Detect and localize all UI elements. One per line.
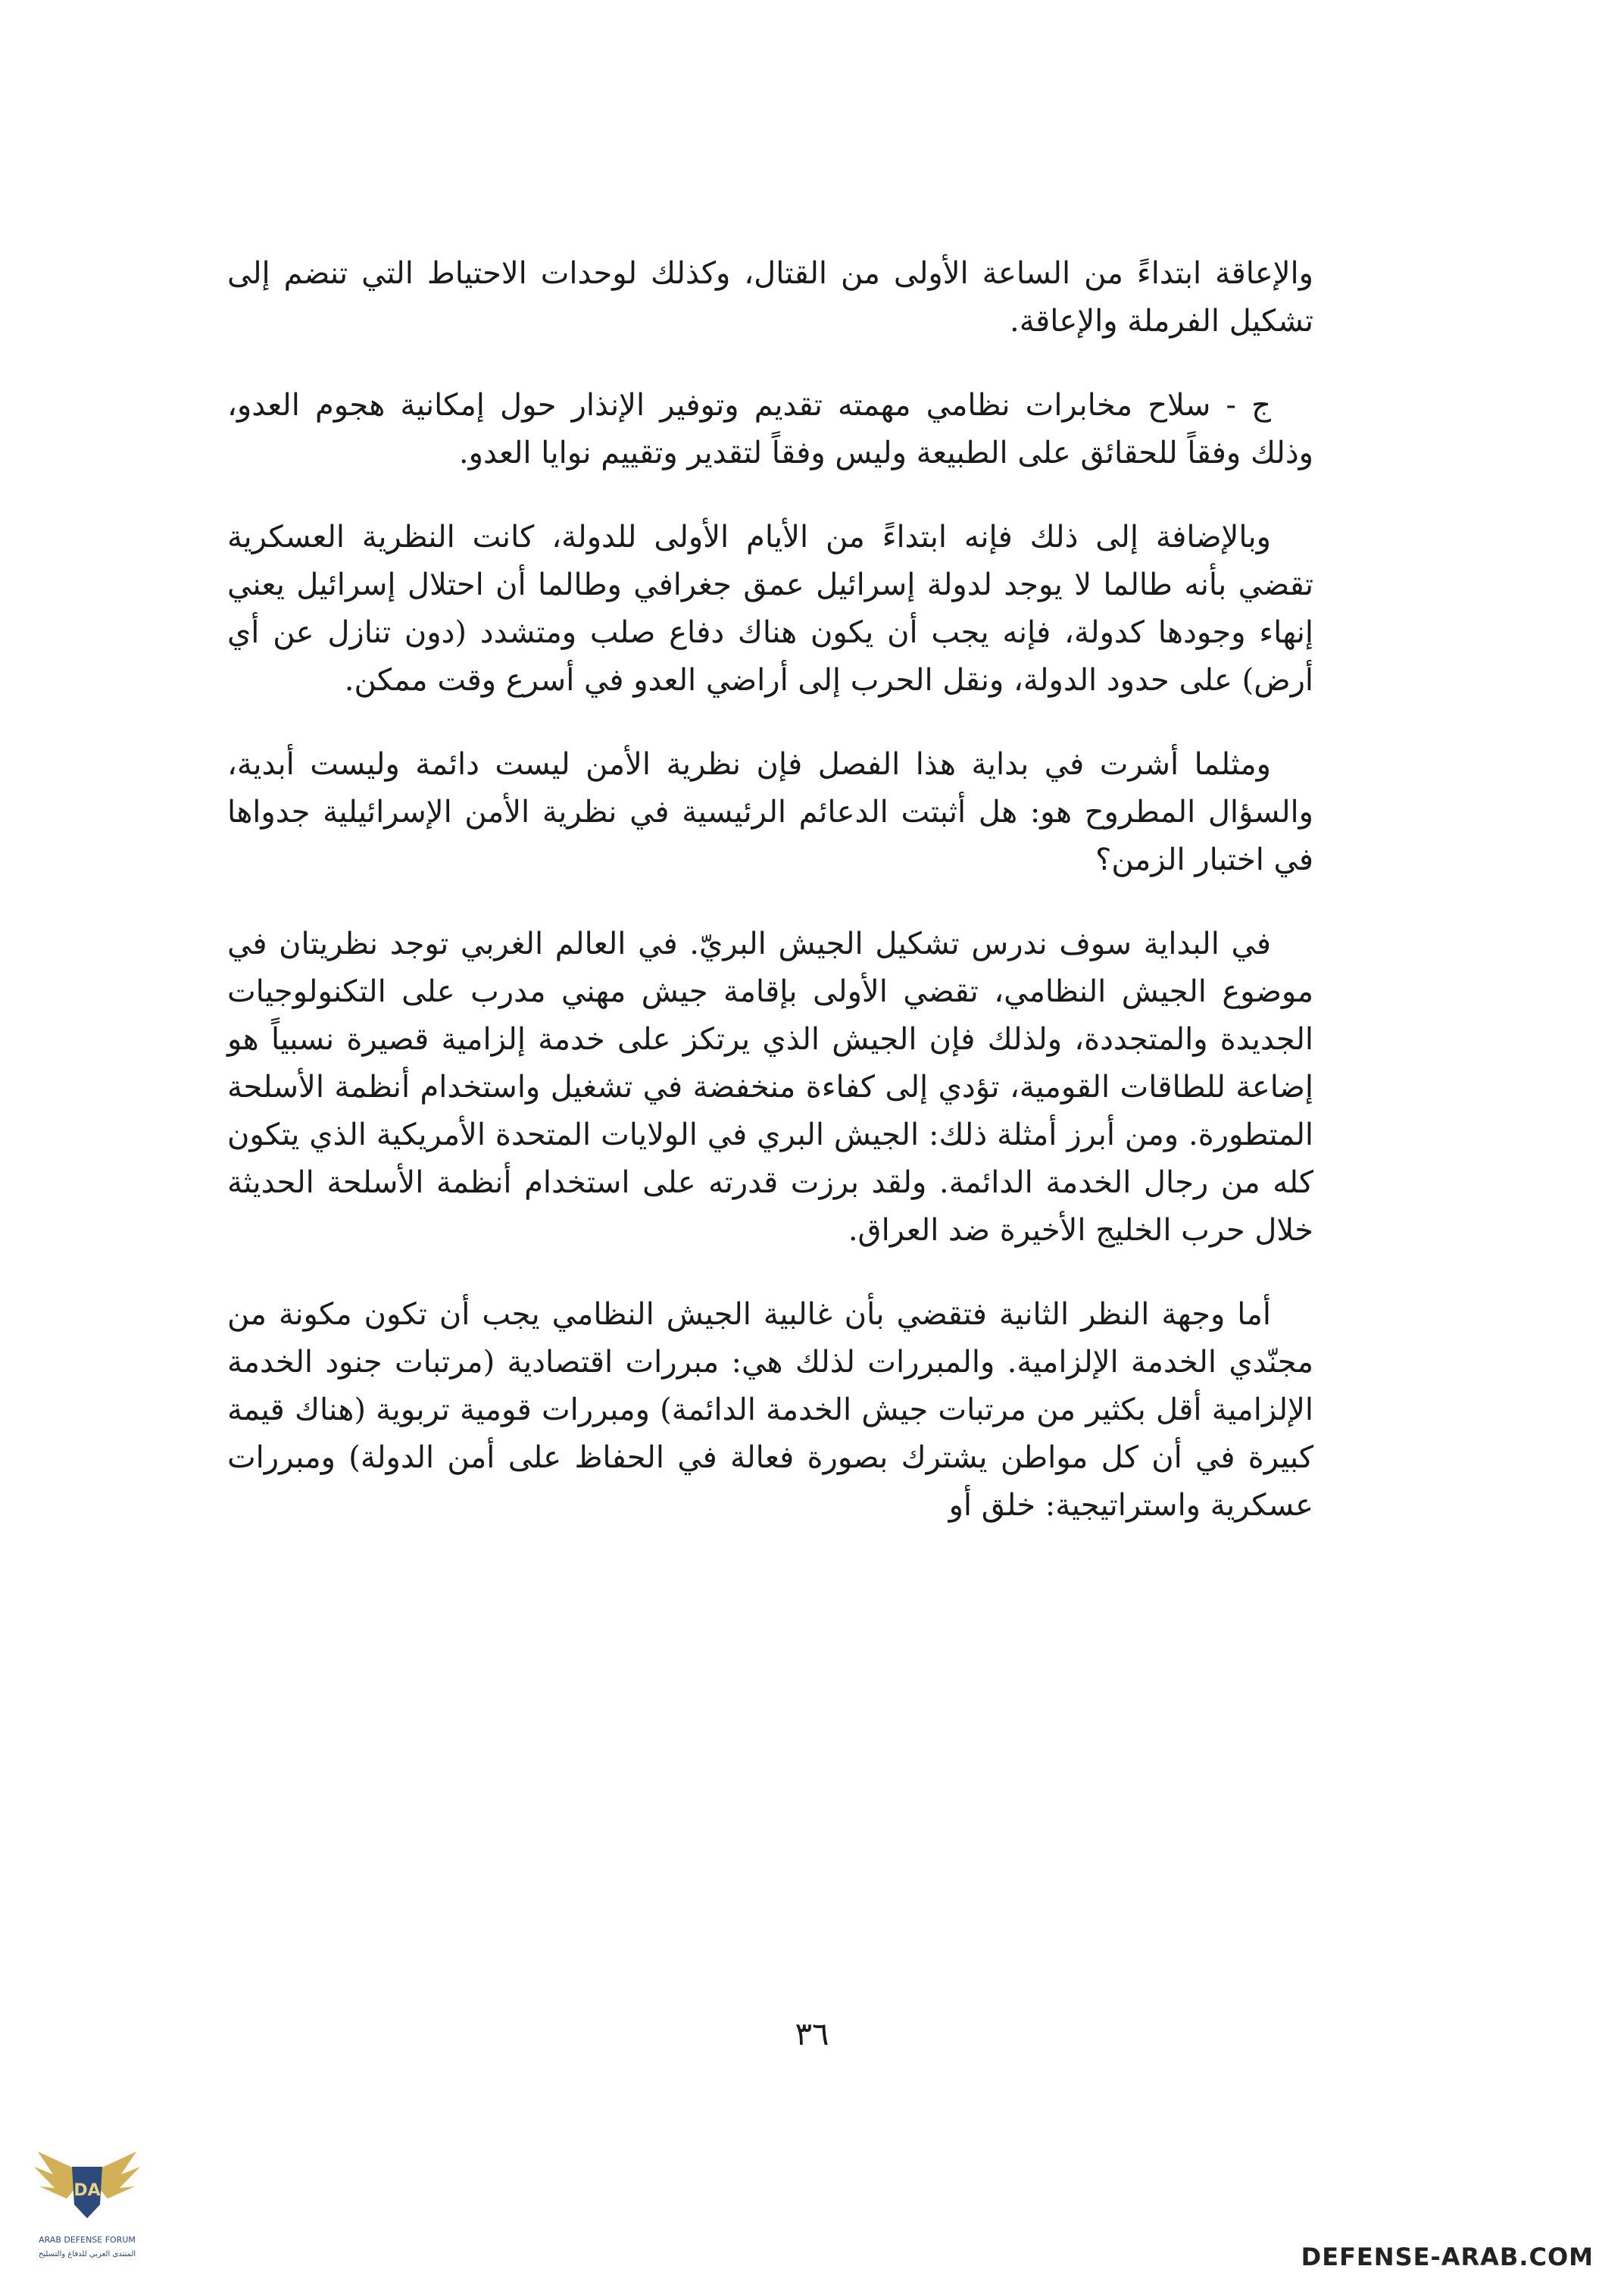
- paragraph-6: أما وجهة النظر الثانية فتقضي بأن غالبية الجيش النظامي يجب أن تكون مكونة من مجنّدي الخدمة الإلزامية. والمبررات لذلك هي: مبررات اقتصادية (مرتبات جنود الخدمة الإلزامية أقل بكثير من مرتبات جيش الخدمة الدائمة) ومبررات قومية تربوية (هناك قيمة كبيرة في أن كل مواطن يشترك بصورة فعالة في الحفاظ على أمن الدولة) ومبررات عسكرية واستراتيجية: خلق أو: [227, 1297, 1313, 1523]
- paragraph-5: في البداية سوف ندرس تشكيل الجيش البريّ. في العالم الغربي توجد نظريتان في موضوع الجيش النظامي، تقضي الأولى بإقامة جيش مهني مدرب على التكنولوجيات الجديدة والمتجددة، ولذلك فإن الجيش الذي يرتكز على خدمة إلزامية قصيرة نسبياً هو إضاعة للطاقات القومية، تؤدي إلى كفاءة منخفضة في تشغيل واستخدام أنظمة الأسلحة المتطورة. ومن أبرز أمثلة ذلك: الجيش البري في الولايات المتحدة الأمريكية الذي يتكون كله من رجال الخدمة الدائمة. ولقد برزت قدرته على استخدام أنظمة الأسلحة الحديثة خلال حرب الخليج الأخيرة ضد العراق.: [227, 927, 1313, 1248]
- paragraph-4: ومثلما أشرت في بداية هذا الفصل فإن نظرية الأمن ليست دائمة وليست أبدية، والسؤال المطروح هو: هل أثبتت الدعائم الرئيسية في نظرية الأمن الإسرائيلية جدواها في اختبار الزمن؟: [227, 747, 1313, 877]
- forum-name-en: ARAB DEFENSE FORUM: [39, 2235, 136, 2245]
- winged-emblem-icon: [30, 2121, 144, 2280]
- paragraph-2: ج - سلاح مخابرات نظامي مهمته تقديم وتوفير الإنذار حول إمكانية هجوم العدو، وذلك وفقاً للحقائق على الطبيعة وليس وفقاً لتقدير وتقييم نوايا العدو.: [227, 388, 1313, 470]
- forum-name-ar: المنتدى العربي للدفاع والتسليح: [38, 2250, 136, 2258]
- forum-logo: [30, 2121, 144, 2280]
- paragraph-1: والإعاقة ابتداءً من الساعة الأولى من القتال، وكذلك لوحدات الاحتياط التي تنضم إلى تشكيل الفرملة والإعاقة.: [227, 256, 1313, 339]
- page-number: ٣٦: [795, 2015, 829, 2052]
- page-body: [227, 250, 1313, 1566]
- paragraph-3: وبالإضافة إلى ذلك فإنه ابتداءً من الأيام الأولى للدولة، كانت النظرية العسكرية تقضي بأنه طالما لا يوجد لدولة إسرائيل عمق جغرافي وطالما أن احتلال إسرائيل يعني إنهاء وجودها كدولة، فإنه يجب أن يكون هناك دفاع صلب ومتشدد (دون تنازل عن أي أرض) على حدود الدولة، ونقل الحرب إلى أراضي العدو في أسرع وقت ممكن.: [227, 520, 1314, 698]
- logo-text: DA: [73, 2181, 101, 2200]
- site-watermark: DEFENSE-ARAB.COM: [1301, 2243, 1594, 2271]
